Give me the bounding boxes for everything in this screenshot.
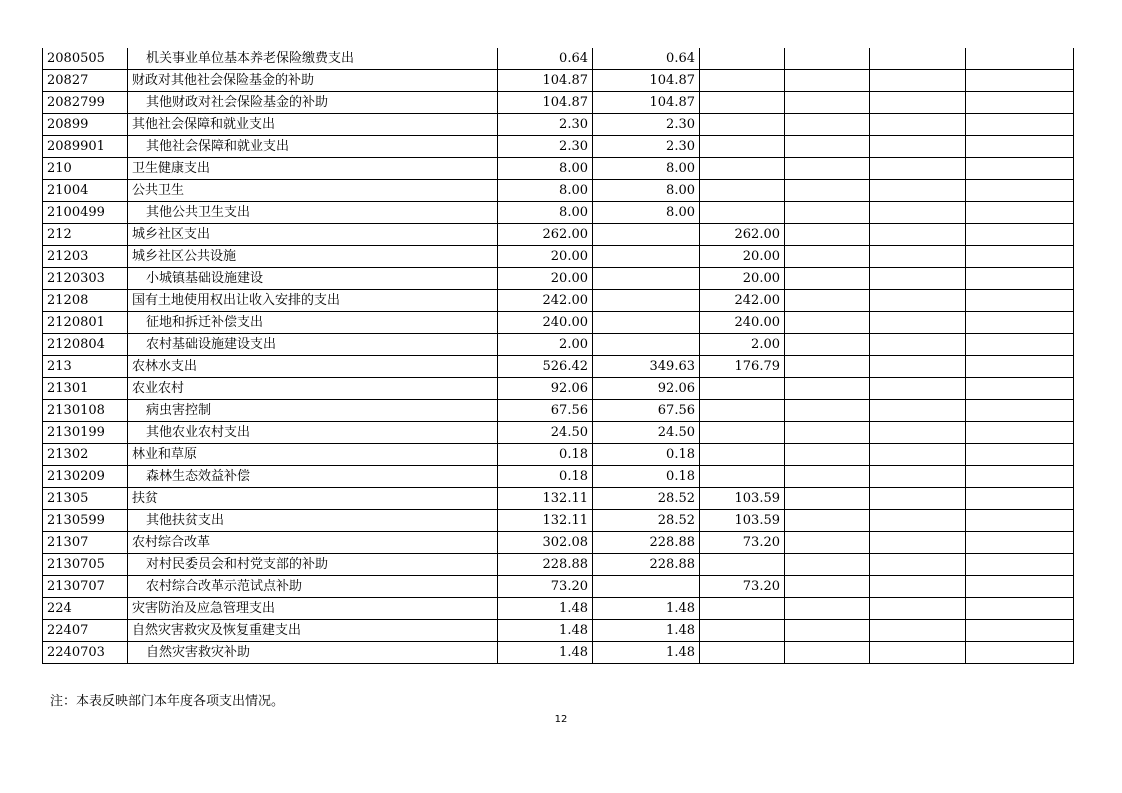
code-cell: 2130209 <box>43 466 128 488</box>
empty-cell <box>785 290 870 312</box>
code-cell: 210 <box>43 158 128 180</box>
project-cell: 262.00 <box>700 224 785 246</box>
total-cell: 67.56 <box>498 400 593 422</box>
empty-cell <box>966 378 1074 400</box>
code-cell: 2130599 <box>43 510 128 532</box>
name-cell: 灾害防治及应急管理支出 <box>128 598 498 620</box>
name-cell: 农村综合改革 <box>128 532 498 554</box>
basic-cell: 92.06 <box>593 378 700 400</box>
table-row <box>43 642 1074 664</box>
project-cell: 20.00 <box>700 246 785 268</box>
project-cell <box>700 180 785 202</box>
empty-cell <box>966 180 1074 202</box>
code-cell: 21301 <box>43 378 128 400</box>
code-cell: 21004 <box>43 180 128 202</box>
basic-cell <box>593 576 700 598</box>
name-cell: 病虫害控制 <box>128 400 498 422</box>
total-cell: 2.30 <box>498 114 593 136</box>
total-cell: 20.00 <box>498 246 593 268</box>
empty-cell <box>966 598 1074 620</box>
total-cell: 104.87 <box>498 92 593 114</box>
code-cell: 212 <box>43 224 128 246</box>
empty-cell <box>785 422 870 444</box>
basic-cell: 1.48 <box>593 620 700 642</box>
table-row <box>43 312 1074 334</box>
basic-cell <box>593 334 700 356</box>
empty-cell <box>870 400 966 422</box>
project-cell <box>700 92 785 114</box>
project-cell: 103.59 <box>700 488 785 510</box>
empty-cell <box>870 268 966 290</box>
basic-cell: 228.88 <box>593 554 700 576</box>
empty-cell <box>966 290 1074 312</box>
name-cell: 自然灾害救灾补助 <box>128 642 498 664</box>
basic-cell <box>593 224 700 246</box>
empty-cell <box>785 356 870 378</box>
table-note: 注：本表反映部门本年度各项支出情况。 <box>50 694 285 709</box>
code-cell: 2080505 <box>43 48 128 70</box>
empty-cell <box>966 268 1074 290</box>
code-cell: 2120801 <box>43 312 128 334</box>
basic-cell: 0.64 <box>593 48 700 70</box>
project-cell: 73.20 <box>700 532 785 554</box>
table-row <box>43 334 1074 356</box>
total-cell: 526.42 <box>498 356 593 378</box>
empty-cell <box>966 620 1074 642</box>
basic-cell: 1.48 <box>593 642 700 664</box>
name-cell: 其他扶贫支出 <box>128 510 498 532</box>
basic-cell: 2.30 <box>593 136 700 158</box>
code-cell: 2120303 <box>43 268 128 290</box>
table-body <box>43 48 1074 664</box>
empty-cell <box>785 620 870 642</box>
table-row <box>43 378 1074 400</box>
name-cell: 农林水支出 <box>128 356 498 378</box>
empty-cell <box>785 488 870 510</box>
code-cell: 22407 <box>43 620 128 642</box>
table-row <box>43 510 1074 532</box>
basic-cell: 28.52 <box>593 510 700 532</box>
empty-cell <box>870 598 966 620</box>
table-row <box>43 400 1074 422</box>
empty-cell <box>785 268 870 290</box>
basic-cell: 2.30 <box>593 114 700 136</box>
empty-cell <box>785 444 870 466</box>
project-cell: 176.79 <box>700 356 785 378</box>
empty-cell <box>785 400 870 422</box>
name-cell: 公共卫生 <box>128 180 498 202</box>
empty-cell <box>966 246 1074 268</box>
name-cell: 林业和草原 <box>128 444 498 466</box>
empty-cell <box>870 114 966 136</box>
empty-cell <box>785 576 870 598</box>
total-cell: 8.00 <box>498 180 593 202</box>
basic-cell: 0.18 <box>593 444 700 466</box>
project-cell: 20.00 <box>700 268 785 290</box>
project-cell: 103.59 <box>700 510 785 532</box>
code-cell: 21305 <box>43 488 128 510</box>
expenditure-table <box>42 48 1074 664</box>
project-cell <box>700 48 785 70</box>
total-cell: 0.64 <box>498 48 593 70</box>
name-cell: 其他农业农村支出 <box>128 422 498 444</box>
project-cell: 73.20 <box>700 576 785 598</box>
code-cell: 2082799 <box>43 92 128 114</box>
empty-cell <box>966 554 1074 576</box>
empty-cell <box>870 70 966 92</box>
empty-cell <box>870 334 966 356</box>
empty-cell <box>785 114 870 136</box>
total-cell: 24.50 <box>498 422 593 444</box>
empty-cell <box>870 48 966 70</box>
name-cell: 农村基础设施建设支出 <box>128 334 498 356</box>
empty-cell <box>966 356 1074 378</box>
empty-cell <box>870 642 966 664</box>
name-cell: 国有土地使用权出让收入安排的支出 <box>128 290 498 312</box>
project-cell <box>700 598 785 620</box>
table-row <box>43 202 1074 224</box>
project-cell <box>700 70 785 92</box>
code-cell: 2130108 <box>43 400 128 422</box>
empty-cell <box>966 466 1074 488</box>
name-cell: 卫生健康支出 <box>128 158 498 180</box>
empty-cell <box>870 246 966 268</box>
code-cell: 20827 <box>43 70 128 92</box>
empty-cell <box>966 224 1074 246</box>
code-cell: 224 <box>43 598 128 620</box>
table-row <box>43 158 1074 180</box>
basic-cell: 8.00 <box>593 180 700 202</box>
basic-cell: 228.88 <box>593 532 700 554</box>
empty-cell <box>966 642 1074 664</box>
code-cell: 2089901 <box>43 136 128 158</box>
table-row <box>43 532 1074 554</box>
empty-cell <box>785 158 870 180</box>
empty-cell <box>870 224 966 246</box>
basic-cell: 24.50 <box>593 422 700 444</box>
basic-cell: 1.48 <box>593 598 700 620</box>
table-row <box>43 422 1074 444</box>
empty-cell <box>966 510 1074 532</box>
empty-cell <box>785 312 870 334</box>
empty-cell <box>785 334 870 356</box>
table-row <box>43 114 1074 136</box>
empty-cell <box>966 136 1074 158</box>
empty-cell <box>785 466 870 488</box>
project-cell: 2.00 <box>700 334 785 356</box>
empty-cell <box>966 92 1074 114</box>
empty-cell <box>785 642 870 664</box>
basic-cell <box>593 246 700 268</box>
basic-cell: 8.00 <box>593 158 700 180</box>
total-cell: 1.48 <box>498 642 593 664</box>
total-cell: 1.48 <box>498 598 593 620</box>
table-row <box>43 180 1074 202</box>
empty-cell <box>870 136 966 158</box>
empty-cell <box>785 180 870 202</box>
total-cell: 228.88 <box>498 554 593 576</box>
empty-cell <box>870 312 966 334</box>
total-cell: 132.11 <box>498 488 593 510</box>
table-row <box>43 488 1074 510</box>
total-cell: 0.18 <box>498 466 593 488</box>
table-row <box>43 620 1074 642</box>
name-cell: 城乡社区公共设施 <box>128 246 498 268</box>
table-row <box>43 356 1074 378</box>
code-cell: 213 <box>43 356 128 378</box>
basic-cell: 0.18 <box>593 466 700 488</box>
empty-cell <box>870 158 966 180</box>
empty-cell <box>870 444 966 466</box>
empty-cell <box>785 532 870 554</box>
empty-cell <box>870 422 966 444</box>
empty-cell <box>870 356 966 378</box>
project-cell <box>700 114 785 136</box>
empty-cell <box>870 202 966 224</box>
table-row <box>43 246 1074 268</box>
code-cell: 20899 <box>43 114 128 136</box>
project-cell <box>700 554 785 576</box>
empty-cell <box>870 488 966 510</box>
project-cell <box>700 202 785 224</box>
basic-cell: 28.52 <box>593 488 700 510</box>
name-cell: 农村综合改革示范试点补助 <box>128 576 498 598</box>
empty-cell <box>966 488 1074 510</box>
empty-cell <box>870 92 966 114</box>
project-cell <box>700 466 785 488</box>
code-cell: 2130707 <box>43 576 128 598</box>
basic-cell <box>593 290 700 312</box>
empty-cell <box>785 510 870 532</box>
basic-cell: 8.00 <box>593 202 700 224</box>
project-cell <box>700 136 785 158</box>
total-cell: 262.00 <box>498 224 593 246</box>
basic-cell <box>593 268 700 290</box>
project-cell: 240.00 <box>700 312 785 334</box>
project-cell <box>700 620 785 642</box>
code-cell: 21208 <box>43 290 128 312</box>
empty-cell <box>966 422 1074 444</box>
code-cell: 2100499 <box>43 202 128 224</box>
table-row <box>43 224 1074 246</box>
table-row <box>43 290 1074 312</box>
empty-cell <box>785 224 870 246</box>
total-cell: 92.06 <box>498 378 593 400</box>
name-cell: 对村民委员会和村党支部的补助 <box>128 554 498 576</box>
empty-cell <box>785 202 870 224</box>
code-cell: 2120804 <box>43 334 128 356</box>
name-cell: 森林生态效益补偿 <box>128 466 498 488</box>
project-cell <box>700 642 785 664</box>
total-cell: 242.00 <box>498 290 593 312</box>
total-cell: 20.00 <box>498 268 593 290</box>
empty-cell <box>870 466 966 488</box>
total-cell: 2.00 <box>498 334 593 356</box>
empty-cell <box>785 246 870 268</box>
project-cell <box>700 158 785 180</box>
empty-cell <box>870 180 966 202</box>
name-cell: 其他社会保障和就业支出 <box>128 136 498 158</box>
table-row <box>43 70 1074 92</box>
empty-cell <box>785 554 870 576</box>
total-cell: 240.00 <box>498 312 593 334</box>
name-cell: 小城镇基础设施建设 <box>128 268 498 290</box>
empty-cell <box>966 48 1074 70</box>
total-cell: 8.00 <box>498 202 593 224</box>
table-row <box>43 444 1074 466</box>
code-cell: 2240703 <box>43 642 128 664</box>
project-cell <box>700 400 785 422</box>
total-cell: 8.00 <box>498 158 593 180</box>
table-row <box>43 576 1074 598</box>
total-cell: 2.30 <box>498 136 593 158</box>
basic-cell: 104.87 <box>593 70 700 92</box>
name-cell: 财政对其他社会保险基金的补助 <box>128 70 498 92</box>
table-row <box>43 268 1074 290</box>
empty-cell <box>966 202 1074 224</box>
table-row <box>43 598 1074 620</box>
empty-cell <box>966 114 1074 136</box>
empty-cell <box>870 290 966 312</box>
basic-cell: 349.63 <box>593 356 700 378</box>
total-cell: 1.48 <box>498 620 593 642</box>
project-cell <box>700 422 785 444</box>
project-cell <box>700 444 785 466</box>
empty-cell <box>966 532 1074 554</box>
empty-cell <box>785 48 870 70</box>
table-row <box>43 466 1074 488</box>
empty-cell <box>966 334 1074 356</box>
empty-cell <box>870 378 966 400</box>
table-row <box>43 92 1074 114</box>
name-cell: 农业农村 <box>128 378 498 400</box>
empty-cell <box>966 312 1074 334</box>
name-cell: 其他社会保障和就业支出 <box>128 114 498 136</box>
code-cell: 21203 <box>43 246 128 268</box>
name-cell: 机关事业单位基本养老保险缴费支出 <box>128 48 498 70</box>
name-cell: 城乡社区支出 <box>128 224 498 246</box>
empty-cell <box>966 400 1074 422</box>
basic-cell <box>593 312 700 334</box>
name-cell: 其他财政对社会保险基金的补助 <box>128 92 498 114</box>
total-cell: 132.11 <box>498 510 593 532</box>
total-cell: 73.20 <box>498 576 593 598</box>
code-cell: 2130705 <box>43 554 128 576</box>
table-row <box>43 554 1074 576</box>
empty-cell <box>870 532 966 554</box>
total-cell: 0.18 <box>498 444 593 466</box>
name-cell: 扶贫 <box>128 488 498 510</box>
empty-cell <box>785 92 870 114</box>
empty-cell <box>966 70 1074 92</box>
empty-cell <box>966 158 1074 180</box>
name-cell: 其他公共卫生支出 <box>128 202 498 224</box>
empty-cell <box>785 598 870 620</box>
empty-cell <box>785 70 870 92</box>
total-cell: 104.87 <box>498 70 593 92</box>
empty-cell <box>870 620 966 642</box>
empty-cell <box>870 576 966 598</box>
empty-cell <box>785 136 870 158</box>
code-cell: 2130199 <box>43 422 128 444</box>
code-cell: 21302 <box>43 444 128 466</box>
table-row <box>43 136 1074 158</box>
empty-cell <box>966 576 1074 598</box>
basic-cell: 104.87 <box>593 92 700 114</box>
total-cell: 302.08 <box>498 532 593 554</box>
basic-cell: 67.56 <box>593 400 700 422</box>
code-cell: 21307 <box>43 532 128 554</box>
empty-cell <box>870 554 966 576</box>
page-number: 12 <box>554 714 568 725</box>
empty-cell <box>966 444 1074 466</box>
name-cell: 自然灾害救灾及恢复重建支出 <box>128 620 498 642</box>
empty-cell <box>870 510 966 532</box>
name-cell: 征地和拆迁补偿支出 <box>128 312 498 334</box>
project-cell: 242.00 <box>700 290 785 312</box>
project-cell <box>700 378 785 400</box>
empty-cell <box>785 378 870 400</box>
table-row <box>43 48 1074 70</box>
